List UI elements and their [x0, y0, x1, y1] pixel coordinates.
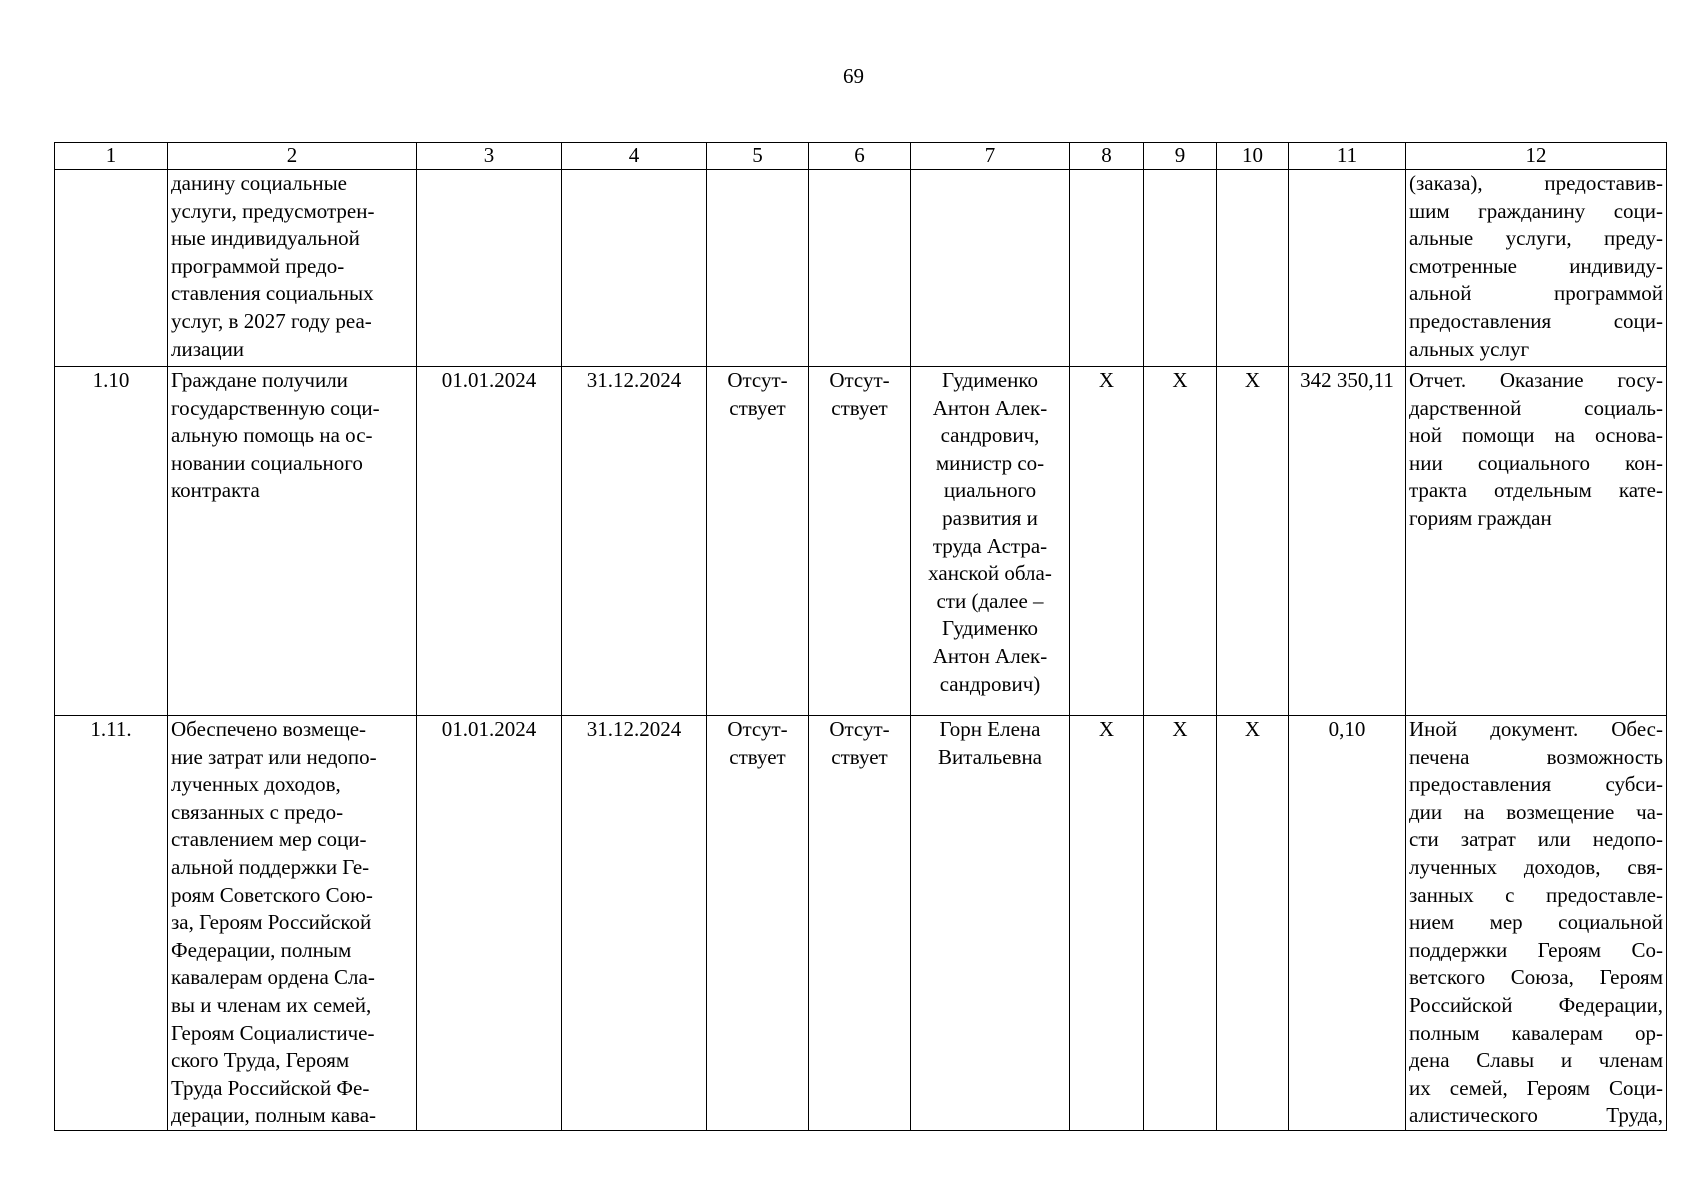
text-line: контракта — [171, 478, 260, 503]
column-number: 6 — [809, 143, 911, 170]
text-line: сандрович) — [939, 671, 1041, 696]
text-line: лученных доходов, — [171, 772, 341, 797]
table-row — [55, 170, 1667, 367]
end-date-cell: 31.12.2024 — [562, 367, 707, 716]
result-description-cell — [168, 716, 417, 1131]
text-line: Обеспечено возмеще- — [171, 717, 367, 741]
text-line: тракта отдельным кате- — [1409, 478, 1663, 503]
row-number-cell: 1.10 — [55, 367, 168, 716]
table-row — [55, 716, 1667, 1131]
text-line: альные услуги, преду- — [1409, 226, 1663, 251]
end-date-cell: 31.12.2024 — [562, 716, 707, 1131]
column-number: 10 — [1217, 143, 1289, 170]
text-line: полным кавалерам ор- — [1409, 1020, 1663, 1045]
text-line: министр со- — [935, 450, 1045, 475]
text-line: Труда Российской Фе- — [171, 1075, 370, 1100]
text-line: Антон Алек- — [932, 643, 1048, 668]
column-9-cell — [1144, 170, 1217, 367]
column-9-cell: Х — [1144, 367, 1217, 716]
text-line: труда Астра- — [932, 533, 1048, 558]
responsible-person-cell — [911, 170, 1070, 367]
text-line: Иной документ. Обес- — [1409, 717, 1663, 741]
text-line: ние затрат или недопо- — [171, 744, 377, 769]
column-number: 1 — [55, 143, 168, 170]
confirming-document-cell — [1406, 716, 1667, 1131]
text-line: дерации, полным кава- — [171, 1103, 377, 1128]
start-date-cell: 01.01.2024 — [417, 716, 562, 1131]
text-line: новании социального — [171, 450, 363, 475]
column-10-cell: Х — [1217, 716, 1289, 1131]
column-number: 12 — [1406, 143, 1667, 170]
text-line: ствует — [729, 744, 786, 769]
text-line: ные индивидуальной — [171, 226, 360, 251]
column-number: 5 — [707, 143, 809, 170]
text-line: лученных доходов, свя- — [1409, 854, 1663, 879]
text-line: дена Славы и членам — [1409, 1048, 1663, 1073]
text-line: Витальевна — [937, 744, 1043, 769]
text-line: ставления социальных — [171, 281, 374, 306]
column-10-cell — [1217, 170, 1289, 367]
text-line: услуг, в 2027 году реа- — [171, 308, 372, 333]
text-line: поддержки Героям Со- — [1409, 937, 1663, 962]
text-line: связанных с предо- — [171, 799, 344, 824]
text-line: Отсут- — [829, 368, 890, 392]
responsible-person-cell — [911, 716, 1070, 1131]
text-line: альной программой — [1409, 281, 1663, 306]
text-line: ствует — [831, 395, 888, 420]
column-6-cell — [809, 716, 911, 1131]
column-number: 3 — [417, 143, 562, 170]
responsible-person-cell — [911, 367, 1070, 716]
text-line: печена возможность — [1409, 744, 1663, 769]
result-description-cell — [168, 170, 417, 367]
text-line: ского Труда, Героям — [171, 1048, 350, 1073]
column-number: 7 — [911, 143, 1070, 170]
text-line: альную помощь на ос- — [171, 423, 373, 448]
column-number: 2 — [168, 143, 417, 170]
text-line: альной поддержки Ге- — [171, 854, 370, 879]
text-line: Отчет. Оказание госу- — [1409, 368, 1663, 392]
text-line: альных услуг — [1409, 336, 1530, 361]
result-description-cell — [168, 367, 417, 716]
text-line: их семей, Героям Соци- — [1409, 1075, 1663, 1100]
text-line: гориям граждан — [1409, 505, 1552, 530]
text-line: вы и членам их семей, — [171, 992, 372, 1017]
text-line: роям Советского Сою- — [171, 882, 373, 907]
text-line: Горн Елена — [939, 717, 1041, 741]
text-line: дии на возмещение ча- — [1409, 799, 1663, 824]
column-8-cell: Х — [1070, 367, 1144, 716]
page-number: 69 — [843, 64, 864, 88]
start-date-cell — [417, 170, 562, 367]
column-8-cell: Х — [1070, 716, 1144, 1131]
text-line: алистического Труда, — [1409, 1103, 1663, 1128]
end-date-cell — [562, 170, 707, 367]
column-number-row — [55, 143, 1667, 170]
text-line: лизации — [171, 336, 245, 361]
column-6-cell — [809, 170, 911, 367]
column-5-cell — [707, 170, 809, 367]
text-line: Граждане получили — [171, 368, 348, 392]
text-line: ханской обла- — [928, 561, 1052, 586]
column-8-cell — [1070, 170, 1144, 367]
text-line: ставлением мер соци- — [171, 827, 367, 852]
text-line: ветского Союза, Героям — [1409, 965, 1663, 990]
text-line: предоставления субси- — [1409, 772, 1663, 797]
text-line: Отсут- — [727, 717, 788, 741]
text-line: ствует — [729, 395, 786, 420]
text-line: сти (далее – — [936, 588, 1044, 613]
text-line: сти затрат или недопо- — [1409, 827, 1663, 852]
text-line: ной помощи на основа- — [1409, 423, 1663, 448]
text-line: (заказа), предоставив- — [1409, 171, 1663, 195]
text-line: нии социального кон- — [1409, 450, 1663, 475]
column-number: 11 — [1289, 143, 1406, 170]
confirming-document-cell — [1406, 170, 1667, 367]
text-line: Антон Алек- — [932, 395, 1048, 420]
text-line: дарственной социаль- — [1409, 395, 1663, 420]
text-line: Отсут- — [829, 717, 890, 741]
text-line: государственную соци- — [171, 395, 380, 420]
column-9-cell: Х — [1144, 716, 1217, 1131]
text-line: занных с предоставле- — [1409, 882, 1663, 907]
text-line: услуги, предусмотрен- — [171, 198, 375, 223]
text-line: Отсут- — [727, 368, 788, 392]
text-line: предоставления соци- — [1409, 308, 1663, 333]
text-line: за, Героям Российской — [171, 910, 372, 935]
text-line: Российской Федерации, — [1409, 992, 1663, 1017]
text-line: шим гражданину соци- — [1409, 198, 1663, 223]
text-line: развития и — [942, 505, 1038, 530]
document-table — [54, 142, 1667, 1131]
amount-cell — [1289, 170, 1406, 367]
text-line: нием мер социальной — [1409, 910, 1663, 935]
text-line: сандрович, — [940, 423, 1040, 448]
text-line: смотренные индивиду- — [1409, 253, 1663, 278]
text-line: Героям Социалистиче- — [171, 1020, 375, 1045]
column-number: 9 — [1144, 143, 1217, 170]
start-date-cell: 01.01.2024 — [417, 367, 562, 716]
table-row — [55, 367, 1667, 716]
text-line: Гудименко — [942, 368, 1038, 392]
column-5-cell — [707, 367, 809, 716]
text-line: Федерации, полным — [171, 937, 352, 962]
amount-cell: 342 350,11 — [1289, 367, 1406, 716]
column-5-cell — [707, 716, 809, 1131]
text-line: программой предо- — [171, 253, 345, 278]
column-6-cell — [809, 367, 911, 716]
row-number-cell — [55, 170, 168, 367]
text-line: циального — [943, 478, 1037, 503]
column-10-cell: Х — [1217, 367, 1289, 716]
text-line: ствует — [831, 744, 888, 769]
confirming-document-cell — [1406, 367, 1667, 716]
column-number: 8 — [1070, 143, 1144, 170]
row-number-cell: 1.11. — [55, 716, 168, 1131]
text-line: данину социальные — [171, 171, 347, 195]
text-line: кавалерам ордена Сла- — [171, 965, 375, 990]
text-line: Гудименко — [942, 616, 1038, 641]
column-number: 4 — [562, 143, 707, 170]
amount-cell: 0,10 — [1289, 716, 1406, 1131]
